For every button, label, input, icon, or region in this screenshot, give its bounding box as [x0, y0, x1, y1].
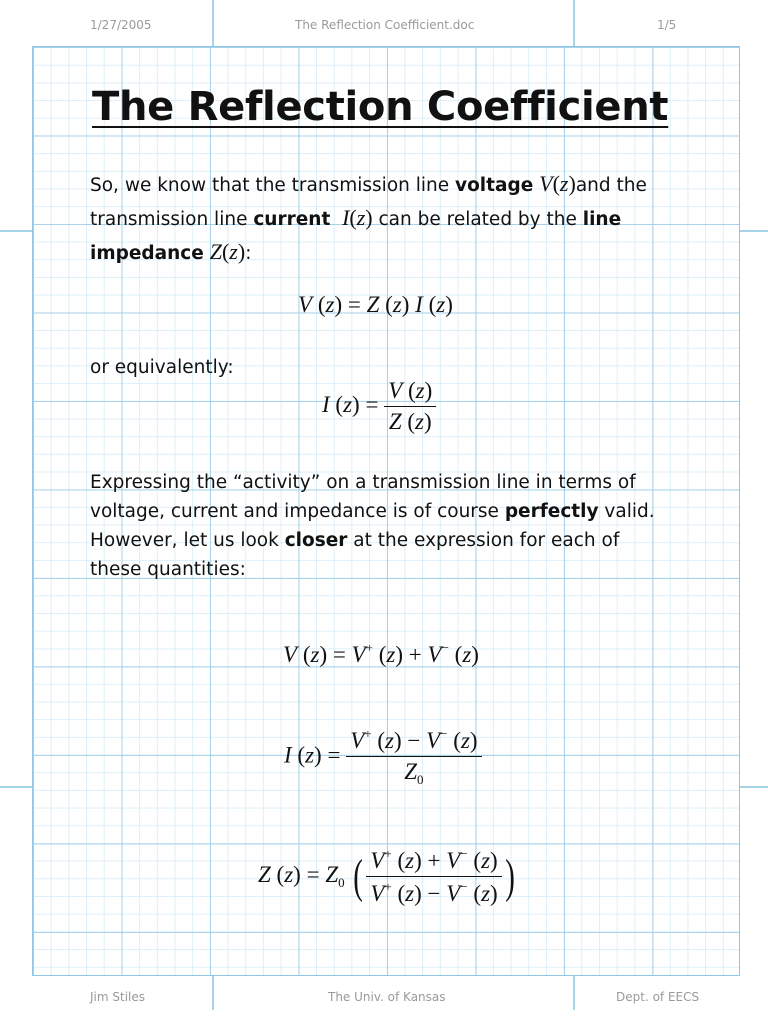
guide-line — [573, 0, 575, 46]
guide-line — [0, 786, 32, 788]
footer-department: Dept. of EECS — [616, 990, 700, 1004]
header-date: 1/27/2005 — [90, 18, 152, 32]
text-line: Expressing the “activity” on a transmission line in terms of — [90, 472, 636, 493]
guide-line — [740, 230, 768, 232]
guide-line — [740, 786, 768, 788]
math-current: I — [342, 205, 350, 230]
math-impedance: Z — [209, 239, 222, 264]
equation-ohms-law: V (z) = Z (z) I (z) — [298, 292, 453, 317]
expressing-paragraph — [90, 468, 680, 584]
equation-current-ratio: I (z) = $\frac{V (z)}{Z (z)}$ — [322, 378, 436, 435]
text-line: these quantities: — [90, 559, 246, 580]
page-header — [0, 18, 768, 38]
fraction: $\frac{V (z)}{Z (z)}$ — [384, 378, 436, 435]
footer-author: Jim Stiles — [90, 990, 146, 1004]
text-line: transmission line current I(z) can be related by the line — [90, 205, 622, 230]
text-line: impedance Z(z): — [90, 239, 252, 264]
equation-current-difference: I (z) = $\frac{V^+ (z) - V^- (z)}{Z_0}$ — [284, 726, 482, 788]
fraction: $\frac{V^+ (z) + V^- (z)}{V^+ (z) - V^- (z)}$ — [366, 846, 501, 907]
math-voltage: V — [539, 171, 553, 196]
footer-institution: The Univ. of Kansas — [328, 990, 446, 1004]
guide-line — [212, 0, 214, 46]
fraction: $\frac{V^+ (z) - V^- (z)}{Z_0}$ — [346, 726, 481, 788]
page-title: The Reflection Coefficient — [92, 84, 669, 130]
guide-line — [0, 230, 32, 232]
text-line: However, let us look closer at the expression for each of — [90, 530, 620, 551]
page-footer — [0, 990, 768, 1010]
equation-impedance-ratio: Z $(z) = Z_0$ ( $\frac{V^+ (z) + V^- (z)}{V^+ (z) - V^- (z)}$ ) — [258, 846, 515, 906]
equivalently-text: or equivalently: — [90, 357, 234, 378]
header-page-number: 1/5 — [657, 18, 677, 32]
intro-paragraph — [90, 168, 680, 270]
text-line: So, we know that the transmission line voltage V(z)and the — [90, 171, 647, 196]
header-filename: The Reflection Coefficient.doc — [295, 18, 475, 32]
equation-voltage-sum: V (z) = V+ (z) + V− (z) — [283, 640, 479, 667]
text-line: voltage, current and impedance is of course perfectly valid. — [90, 501, 655, 522]
